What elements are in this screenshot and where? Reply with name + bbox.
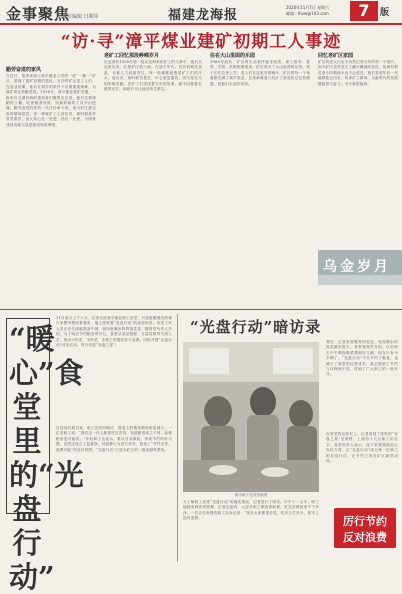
dateline — [286, 5, 329, 17]
wujin-banner — [318, 250, 402, 285]
bottom-right-title: “光盘行动”暗访录 — [190, 318, 322, 336]
stamp-line-1: 厉行节约 — [343, 515, 387, 528]
header-rule — [0, 23, 402, 25]
top-article-intro — [6, 52, 96, 65]
section-sub: 责任编辑 日期等 — [62, 14, 99, 20]
main-headline: “访·寻”漳平煤业建矿初期工人事迹 — [60, 32, 342, 52]
thrift-stamp — [334, 508, 396, 548]
canteen-photo-art — [183, 342, 319, 492]
bottom-left-col2: 自活动开展以来，职工们纷纷响应，餐桌上的剩菜剩饭明显减少。一位老职工说：“我们这一代人都是吃过苦的，知道粮食来之不易，浪费粮食是可耻的。”年轻职工也表示，要从自身做起，养成节约的好习惯。食堂还设立了监督岗，对浪费行为进行劝导，营造了“节约光荣、浪费可耻”的良好氛围。“光盘行动”已成为矿区的一道亮丽风景线。 — [56, 426, 172, 452]
top-article-col4: 矿区的老人们至今仍然记得当年的每一个细节。如今矿区虽然发生了翻天覆地的变化，但那份艰苦奋斗的精神永远不会改变。他们希望年轻一代能够铭记历史，传承矿工精神，为新时代的发展继续努力奋斗，书写新的篇章。 — [318, 60, 398, 86]
top-article-col1: 在近日，笔者来到了漳平煤业公司的一座“一楼一”矿区，看到了建矿初期的遗址，当初的矿区老工人们，在创业初期，他们在艰苦的条件下克服重重困难，为煤矿事业奉献青春。1958年，漳平煤业建矿初期，一批来自五湖四海的建设者们聚集在这里，他们住着简陋的工棚，吃着粗茶淡饭，用最原始的工具开山挖煤。勤劳奋进的家风一代代传承下来，成为矿区最宝贵的精神财富。老一辈煤矿工人回忆说，那时候条件虽然艰苦，但大家心往一处想，劲往一处使，为国家建设贡献力量是最光荣的事情。 — [6, 74, 96, 127]
photo-caption: 图为职工在食堂就餐 — [234, 493, 268, 497]
col1-subhead: 勤劳奋进的家风 — [6, 67, 42, 73]
vertical-title: “暖心”食堂里的“光盘行动” — [9, 322, 84, 594]
canteen-photo — [183, 342, 319, 492]
column-divider — [177, 314, 178, 562]
page-number: 7 — [350, 1, 378, 21]
bottom-right-col1: 为了解职工食堂“光盘行动”的落实情况，记者进行了暗访。中午十一点半，职工陆续来到食堂就餐，记者注意到，大部分职工都按需取餐，吃完后餐盘里干干净净。一位正在用餐的职工告诉记者：“现在大家都很自觉，吃多少打多少，基本上没有浪费。” — [183, 500, 319, 521]
col4-subhead: 回忆老矿区家园 — [318, 53, 354, 59]
top-article-col2: 在近来的1958年第一批从龙海来的矿工的父辈中，他们从这里出发，扎根矿区数十载。在那个年代，没有机械化设备，全靠人力肩挑背扛，每一吨煤都浸透着矿工们的汗水。他们说，那时候苦是苦，可心里是甜的，因为是在为国家做贡献。老矿工们讲述着当年的故事，眼中闪烁着自豪的光芒，那段岁月让他们终生难忘。 — [104, 60, 202, 92]
section-name: 金事聚焦 — [6, 5, 71, 23]
bottom-right-col3: 在食堂的宣传栏上，记者看到了张贴的“光盘之星”光荣榜，上面有十几位职工的名字。食堂负责人表示，接下来将继续加大宣传力度，让“光盘行动”成为每一位职工的自觉行动，让节约之风在矿区蔚然成风。 — [326, 432, 398, 464]
bottom-right-col2: 餐后，记者来到餐具回收处，发现剩余的饭菜确实很少。食堂管理员介绍，以前每天中午剩饭剩菜要倒好几桶，现在只有小半桶了。“光盘行动”不仅节约了粮食，也减少了食堂的运营成本，真正做到了节约与环保两不误，得到了广大职工的一致好评。 — [326, 340, 398, 377]
bottom-left-col1: 11月某日上午十点，记者走进漳平煤业职工食堂，只见宽敞明亮的餐厅里整齐摆放着餐桌，墙上张贴着“光盘行动”的宣传标语。食堂工作人员正在忙碌地准备午餐，厨房里飘出阵阵饭菜香。据食堂负责人介绍，为了响应节约粮食的号召，食堂从菜品搭配、分量控制等方面入手，推出小份菜、半份菜，让职工吃饱吃好不浪费。同时开展“光盘行动”评比活动，每月评选“光盘之星”。 — [56, 316, 172, 348]
stamp-line-2: 反对浪费 — [343, 531, 387, 544]
dateline-email: 邮箱：lhxw@163.com — [286, 11, 329, 16]
banner-text: 乌金岁月 — [323, 259, 391, 275]
newspaper-masthead: 福建龙海报 — [168, 8, 239, 23]
col3-subhead: 住在大山里面的乐园 — [210, 53, 256, 59]
dateline-date: 2020年11月7日 星期六 — [286, 5, 330, 10]
page-label: 版 — [380, 8, 390, 18]
col2-subhead: 老矿工回忆那段峥嵘岁月 — [104, 53, 160, 59]
top-article-col3: 1960年前后，矿区的生活条件逐步改善，职工宿舍、食堂、学校、医院相继建成，矿区成为了大山里面的乐园。孩子们在这里上学，老人们在这里安度晚年，矿区的每一个角落都充满了欢声笑语。这里承载着几代矿工家庭的记忆和情感，是他们永远的家园。 — [210, 60, 310, 86]
banner-wave-decoration — [318, 275, 402, 285]
page-header — [0, 0, 402, 24]
section-divider — [0, 309, 402, 310]
